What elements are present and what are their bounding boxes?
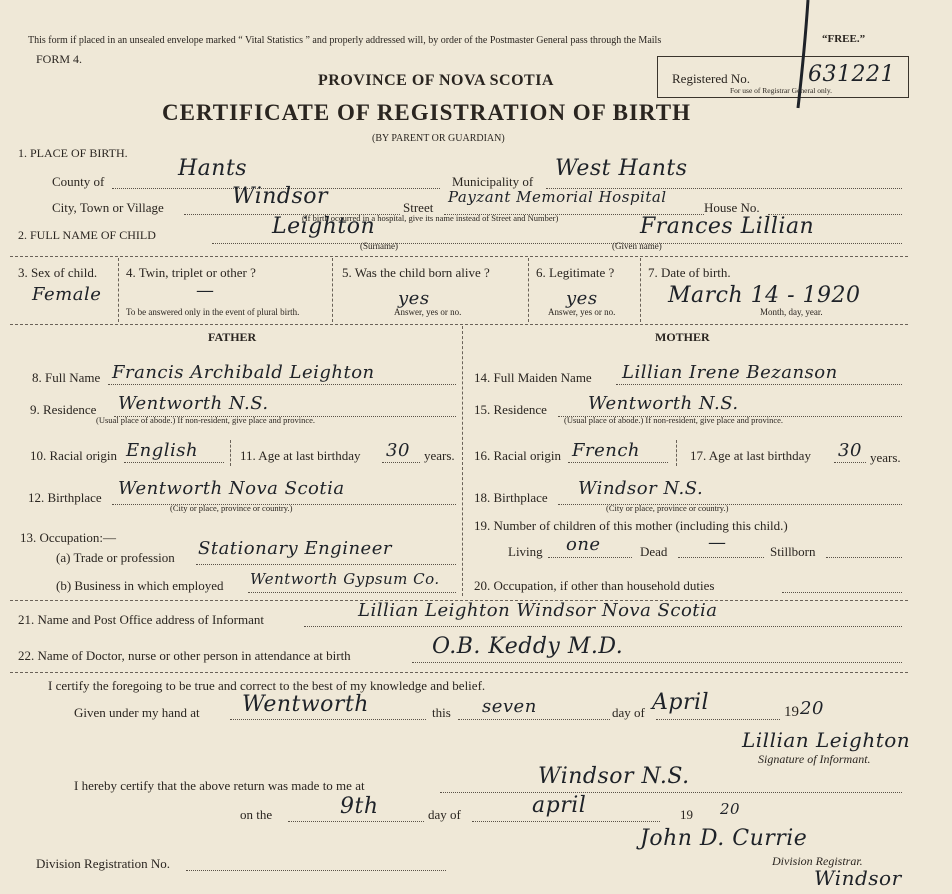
father-birthplace-note: (City or place, province or country.): [170, 503, 293, 513]
city-label: City, Town or Village: [52, 200, 164, 215]
registrar-day-line: [288, 821, 424, 822]
father-name-line: [108, 384, 456, 385]
father-race: English: [126, 440, 199, 461]
given-at-place: Wentworth: [242, 692, 369, 717]
divider: [676, 440, 677, 466]
form-number: FORM 4.: [36, 52, 83, 66]
postal-notice: This form if placed in an unsealed envelope marked “ Vital Statistics ” and properly addressed will, by order of the Postmaster General pass through the Mails: [28, 35, 662, 46]
trade-value: Stationary Engineer: [198, 538, 392, 559]
given-month: April: [652, 690, 710, 715]
given-day-of-label: day of: [612, 705, 645, 720]
father-years-label: years.: [424, 448, 455, 463]
surname-note: (Surname): [360, 241, 398, 251]
divider: [528, 258, 529, 322]
informant-line: [304, 626, 902, 627]
father-name-label: 8. Full Name: [32, 370, 101, 385]
place-of-birth-heading: 1. PLACE OF BIRTH.: [18, 146, 128, 160]
province-heading: PROVINCE OF NOVA SCOTIA: [318, 72, 554, 89]
given-year-prefix: 19: [784, 704, 799, 720]
this-label: this: [432, 705, 451, 720]
father-birthplace-label: 12. Birthplace: [28, 490, 102, 505]
trade-label: (a) Trade or profession: [56, 550, 175, 565]
mother-age: 30: [838, 440, 862, 461]
born-alive-note: Answer, yes or no.: [394, 307, 462, 317]
stillborn-line: [826, 557, 902, 558]
mother-years-label: years.: [870, 450, 901, 465]
county-label: County of: [52, 174, 105, 189]
twin-label: 4. Twin, triplet or other ?: [126, 265, 256, 280]
registrar-on-label: on the: [240, 807, 273, 822]
trade-line: [196, 564, 456, 565]
living-value: one: [566, 534, 601, 555]
dead-value: —: [708, 532, 727, 553]
born-alive-value: yes: [398, 288, 430, 309]
given-at-label: Given under my hand at: [74, 705, 200, 720]
free-notice: “FREE.”: [822, 33, 866, 45]
living-label: Living: [508, 544, 543, 559]
registrar-location: Windsor: [814, 866, 902, 890]
child-name-label: 2. FULL NAME OF CHILD: [18, 228, 156, 242]
mother-birthplace-label: 18. Birthplace: [474, 490, 548, 505]
division-registrar-label: Division Registrar.: [772, 854, 863, 868]
divider: [332, 258, 333, 322]
children-count-label: 19. Number of children of this mother (including this child.): [474, 518, 788, 533]
registered-number-label: Registered No.: [672, 71, 750, 86]
registrar-year: 20: [720, 800, 741, 818]
street-note: (If birth occurred in a hospital, give its name instead of Street and Number): [302, 213, 559, 223]
divider: [640, 258, 641, 322]
divider: [462, 326, 463, 596]
date-of-birth-note: Month, day, year.: [760, 307, 823, 317]
mother-race-line: [568, 462, 668, 463]
registrar-place: Windsor N.S.: [538, 764, 690, 789]
father-residence-label: 9. Residence: [30, 402, 97, 417]
mother-occupation-label: 20. Occupation, if other than household duties: [474, 578, 715, 593]
mother-age-line: [834, 462, 866, 463]
father-residence: Wentworth N.S.: [118, 393, 269, 414]
mother-race: French: [572, 440, 641, 461]
living-line: [548, 557, 632, 558]
mother-race-label: 16. Racial origin: [474, 448, 562, 463]
stillborn-label: Stillborn: [770, 544, 816, 559]
child-name-line: [212, 243, 902, 244]
father-age-label: 11. Age at last birthday: [240, 448, 361, 463]
registrar-statement: I hereby certify that the above return was made to me at: [74, 778, 365, 793]
registrar-month: april: [532, 793, 587, 818]
father-race-label: 10. Racial origin: [30, 448, 118, 463]
father-age: 30: [386, 440, 410, 461]
sex-label: 3. Sex of child.: [18, 265, 98, 280]
registrar-general-note: For use of Registrar General only.: [730, 86, 832, 95]
mother-birthplace: Windsor N.S.: [578, 478, 704, 499]
registrar-place-line: [440, 792, 902, 793]
divider: [230, 440, 231, 466]
certificate-title: CERTIFICATE OF REGISTRATION OF BIRTH: [162, 100, 691, 125]
legitimate-label: 6. Legitimate ?: [536, 265, 615, 280]
registrar-year-prefix: 19: [680, 807, 693, 822]
registrar-day-of-label: day of: [428, 807, 461, 822]
father-age-line: [382, 462, 420, 463]
business-line: [248, 592, 456, 593]
given-year: 20: [800, 698, 824, 719]
mother-residence-note: (Usual place of abode.) If non-resident, give place and province.: [564, 415, 784, 425]
informant-signature: Lillian Leighton: [742, 728, 911, 752]
registered-number: 631221: [808, 62, 895, 87]
child-surname: Leighton: [272, 214, 376, 239]
informant-label: 21. Name and Post Office address of Informant: [18, 612, 264, 627]
mother-heading: MOTHER: [655, 330, 710, 344]
informant-signature-label: Signature of Informant.: [758, 752, 871, 766]
occupation-heading: 13. Occupation:—: [20, 530, 117, 545]
rule: [10, 256, 908, 257]
given-day-line: [458, 719, 610, 720]
rule: [10, 672, 908, 673]
divider: [118, 258, 119, 322]
date-of-birth-value: March 14 - 1920: [668, 283, 861, 308]
registrar-month-line: [472, 821, 660, 822]
mother-name-line: [616, 384, 902, 385]
street-label: Street: [403, 200, 434, 215]
father-name: Francis Archibald Leighton: [112, 362, 375, 383]
father-heading: FATHER: [208, 330, 257, 344]
sex-value: Female: [32, 284, 102, 305]
certificate-subtitle: (BY PARENT OR GUARDIAN): [372, 133, 505, 144]
twin-note: To be answered only in the event of plural birth.: [126, 307, 300, 317]
business-label: (b) Business in which employed: [56, 578, 224, 593]
pen-stroke: [780, 0, 820, 110]
dead-line: [678, 557, 764, 558]
informant-value: Lillian Leighton Windsor Nova Scotia: [358, 600, 718, 621]
rule: [10, 324, 908, 325]
father-race-line: [124, 462, 224, 463]
mother-age-label: 17. Age at last birthday: [690, 448, 811, 463]
father-birthplace: Wentworth Nova Scotia: [118, 478, 345, 499]
twin-value: —: [196, 280, 215, 301]
child-given-name: Frances Lillian: [640, 214, 815, 239]
division-registration-label: Division Registration No.: [36, 856, 170, 871]
business-value: Wentworth Gypsum Co.: [250, 570, 440, 588]
father-residence-note: (Usual place of abode.) If non-resident, give place and province.: [96, 415, 316, 425]
given-month-line: [656, 719, 780, 720]
mother-residence: Wentworth N.S.: [588, 393, 739, 414]
registrar-signature: John D. Currie: [640, 826, 808, 851]
doctor-label: 22. Name of Doctor, nurse or other person in attendance at birth: [18, 648, 351, 663]
mother-occupation-line: [782, 592, 902, 593]
mother-name: Lillian Irene Bezanson: [622, 362, 838, 383]
legitimate-note: Answer, yes or no.: [548, 307, 616, 317]
certification-statement: I certify the foregoing to be true and correct to the best of my knowledge and belief.: [48, 678, 486, 693]
doctor-value: O.B. Keddy M.D.: [432, 634, 624, 659]
legitimate-value: yes: [566, 288, 598, 309]
municipality-value: West Hants: [555, 156, 688, 181]
division-registration-line: [186, 870, 446, 871]
date-of-birth-label: 7. Date of birth.: [648, 265, 731, 280]
doctor-line: [412, 662, 902, 663]
county-value: Hants: [178, 156, 248, 181]
house-number-label: House No.: [704, 200, 760, 215]
mother-residence-label: 15. Residence: [474, 402, 547, 417]
dead-label: Dead: [640, 544, 668, 559]
city-value: Windsor: [232, 184, 329, 209]
mother-name-label: 14. Full Maiden Name: [474, 370, 592, 385]
registrar-day: 9th: [340, 794, 379, 819]
municipality-label: Municipality of: [452, 174, 534, 189]
born-alive-label: 5. Was the child born alive ?: [342, 265, 490, 280]
street-value: Payzant Memorial Hospital: [448, 188, 667, 206]
mother-birthplace-note: (City or place, province or country.): [606, 503, 729, 513]
given-name-note: (Given name): [612, 241, 662, 251]
given-day: seven: [482, 696, 537, 717]
given-at-line: [230, 719, 426, 720]
